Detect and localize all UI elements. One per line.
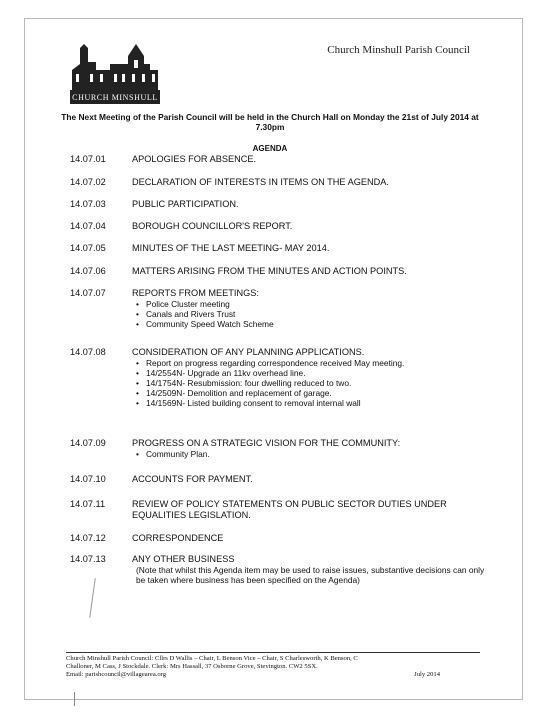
agenda-item — [70, 154, 490, 165]
church-logo — [70, 40, 160, 104]
item-number: 14.07.07 — [70, 288, 106, 298]
item-number: 14.07.01 — [70, 154, 106, 164]
logo-text: CHURCH MINSHULL — [72, 93, 158, 102]
item-title: REPORTS FROM MEETINGS: — [132, 288, 259, 298]
item-title: CORRESPONDENCE — [132, 533, 224, 543]
item-bullet: • Community Speed Watch Scheme — [146, 319, 490, 329]
footer — [66, 655, 480, 679]
agenda-item — [70, 347, 490, 408]
item-title: PUBLIC PARTICIPATION. — [132, 199, 239, 209]
item-title: DECLARATION OF INTERESTS IN ITEMS ON THE AGENDA. — [132, 177, 389, 187]
footer-line: Challoner, M Cass, J Stockdale. Clerk: Mrs Hassall, 37 Osborne Grove, Stevington. CW2 5SX. — [66, 663, 318, 670]
item-title: MINUTES OF THE LAST MEETING- MAY 2014. — [132, 243, 330, 253]
item-bullet: • Police Cluster meeting — [146, 299, 490, 309]
footer-date: July 2014 — [414, 671, 440, 678]
item-bullet: • Report on progress regarding correspondence received May meeting. — [146, 358, 490, 368]
agenda-item — [70, 221, 490, 232]
item-number: 14.07.12 — [70, 533, 106, 543]
meeting-notice: The Next Meeting of the Parish Council will be held in the Church Hall on Monday the 21st of July 2014 at 7.30pm — [61, 112, 479, 132]
scan-artifact — [74, 692, 75, 706]
agenda-item — [70, 243, 490, 254]
item-bullet: • Canals and Rivers Trust — [146, 309, 490, 319]
item-bullet: • 14/2509N- Demolition and replacement of garage. — [146, 388, 490, 398]
item-number: 14.07.11 — [70, 499, 106, 509]
item-number: 14.07.09 — [70, 438, 106, 448]
footer-email: Email: parishcouncil@villagearea.org — [66, 671, 167, 678]
item-number: 14.07.04 — [70, 221, 106, 231]
footer-divider — [66, 652, 480, 653]
item-title: CONSIDERATION OF ANY PLANNING APPLICATIONS. — [132, 347, 365, 357]
item-title: MATTERS ARISING FROM THE MINUTES AND ACTION POINTS. — [132, 266, 407, 276]
item-number: 14.07.05 — [70, 243, 106, 253]
item-title: REVIEW OF POLICY STATEMENTS ON PUBLIC SECTOR DUTIES UNDER EQUALITIES LEGISLATION. — [132, 499, 447, 520]
item-number: 14.07.03 — [70, 199, 106, 209]
agenda-item — [70, 199, 490, 210]
agenda-item — [70, 288, 490, 329]
agenda-item — [70, 177, 490, 188]
item-number: 14.07.13 — [70, 554, 106, 564]
item-number: 14.07.10 — [70, 474, 106, 484]
item-bullet: • 14/1569N- Listed building consent to removal internal wall — [146, 398, 490, 408]
council-name: Church Minshull Parish Council — [327, 44, 470, 56]
item-bullet: • 14/2554N- Upgrade an 11kv overhead line. — [146, 368, 490, 378]
item-number: 14.07.02 — [70, 177, 106, 187]
agenda-item — [70, 533, 490, 544]
item-title: ACCOUNTS FOR PAYMENT. — [132, 474, 253, 484]
item-number: 14.07.08 — [70, 347, 106, 357]
item-bullet: • Community Plan. — [146, 449, 490, 459]
item-title: APOLOGIES FOR ABSENCE. — [132, 154, 257, 164]
agenda-title: AGENDA — [252, 144, 288, 153]
item-title: PROGRESS ON A STRATEGIC VISION FOR THE COMMUNITY: — [132, 438, 401, 448]
footer-line: Church Minshull Parish Council: Cllrs D Wallis – Chair, L Benson Vice – Chair, S Charlesworth, K Benson, C — [66, 655, 358, 662]
item-note: (Note that whilst this Agenda item may be used to raise issues, substantive decisions can only be taken where business has been specified on the Agenda) — [136, 565, 485, 585]
agenda-item — [70, 554, 490, 585]
item-bullet: • 14/1754N- Resubmission: four dwelling reduced to two. — [146, 378, 490, 388]
item-title: ANY OTHER BUSINESS — [132, 554, 235, 564]
agenda-item — [70, 266, 490, 277]
item-number: 14.07.06 — [70, 266, 106, 276]
agenda-item — [70, 499, 490, 521]
agenda-item — [70, 438, 490, 459]
item-title: BOROUGH COUNCILLOR'S REPORT. — [132, 221, 293, 231]
agenda-item — [70, 474, 490, 485]
